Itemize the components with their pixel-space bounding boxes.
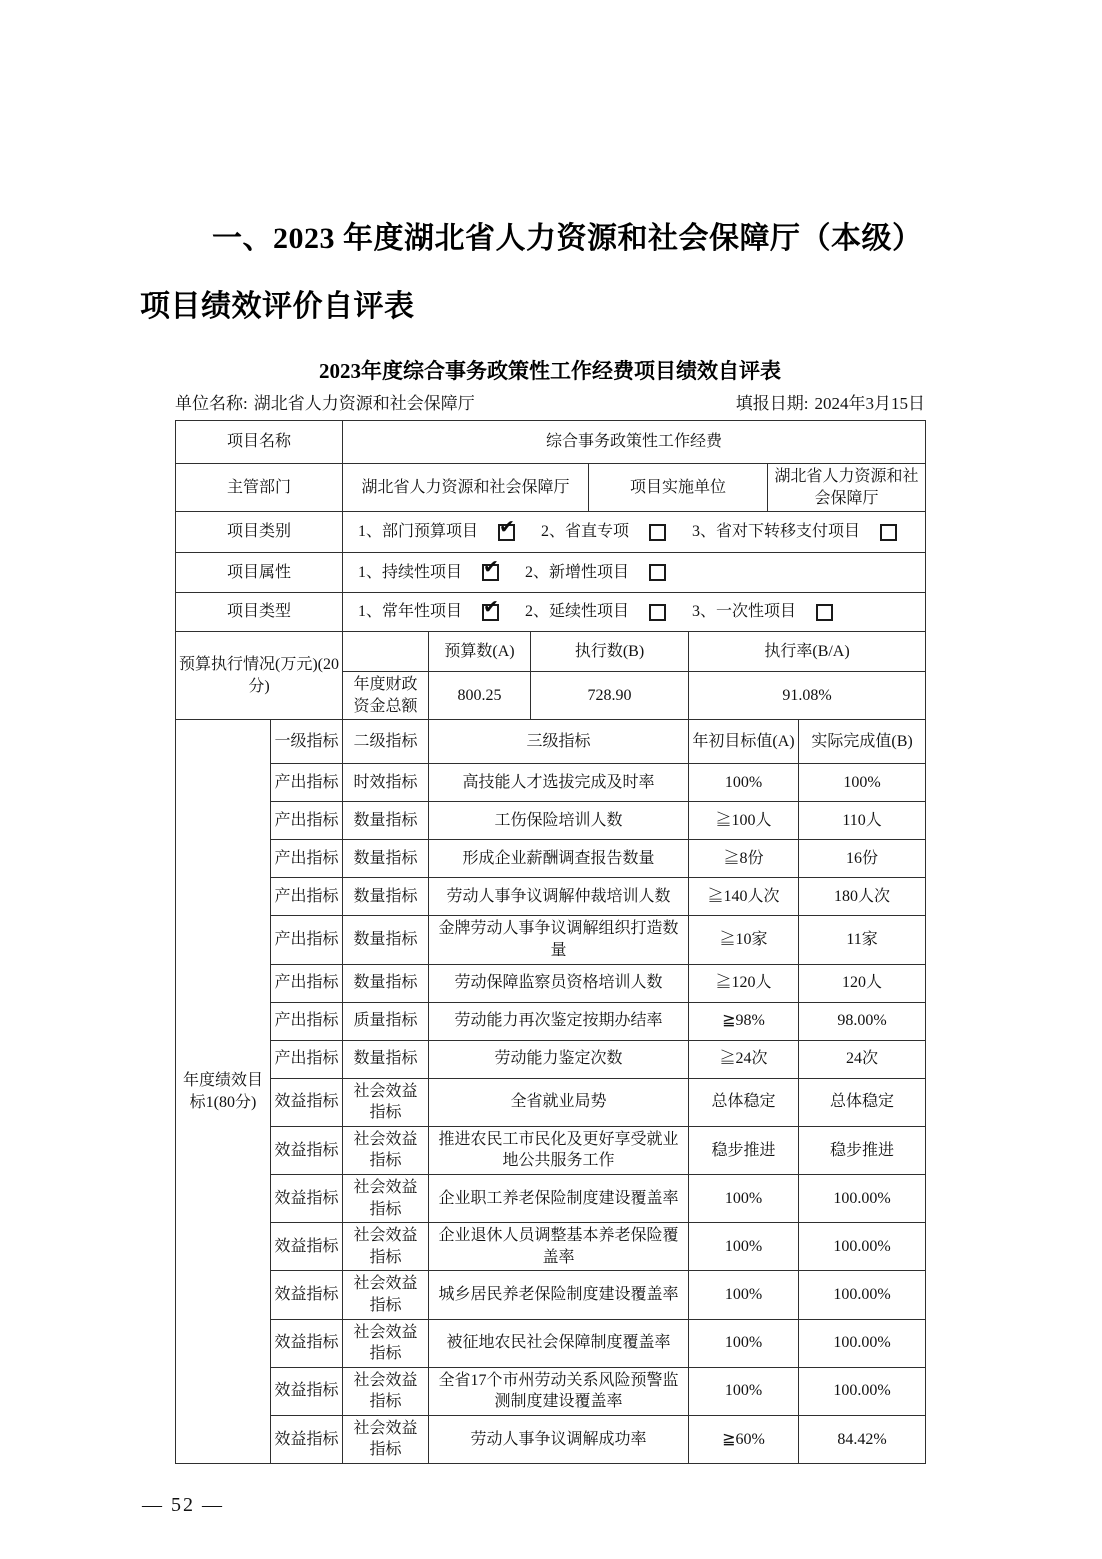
indicator-target: 100% [689, 764, 799, 802]
indicator-target: 总体稳定 [689, 1078, 799, 1126]
budget-value: 800.25 [429, 672, 531, 720]
indicator-row [176, 764, 926, 802]
indicator-target: ≧24次 [689, 1040, 799, 1078]
budget-col-header: 预算数(A) [429, 632, 531, 672]
project-name-value: 综合事务政策性工作经费 [343, 421, 926, 464]
self-evaluation-table [175, 420, 926, 1464]
indicator-row [176, 1367, 926, 1415]
project-name-row [176, 421, 926, 464]
report-date-value: 2024年3月15日 [814, 394, 925, 413]
type-options [346, 601, 922, 623]
header-target: 年初目标值(A) [689, 720, 799, 764]
indicator-row [176, 878, 926, 916]
indicator-actual: 11家 [799, 916, 926, 964]
indicator-level1: 产出指标 [271, 1040, 343, 1078]
indicator-level2: 数量指标 [343, 964, 429, 1002]
indicator-actual: 98.00% [799, 1002, 926, 1040]
indicator-target: 稳步推进 [689, 1126, 799, 1174]
category-label: 项目类别 [176, 512, 343, 553]
indicator-target: 100% [689, 1367, 799, 1415]
indicator-actual: 120人 [799, 964, 926, 1002]
indicator-actual: 110人 [799, 802, 926, 840]
header-level3: 三级指标 [429, 720, 689, 764]
indicator-row [176, 840, 926, 878]
indicator-row [176, 1174, 926, 1222]
indicator-level1: 效益指标 [271, 1174, 343, 1222]
exec-col-header: 执行数(B) [531, 632, 689, 672]
indicator-actual: 84.42% [799, 1415, 926, 1463]
indicator-target: ≧8份 [689, 840, 799, 878]
indicator-target: ≧98% [689, 1002, 799, 1040]
attribute-label: 项目属性 [176, 553, 343, 593]
indicator-target: 100% [689, 1319, 799, 1367]
checkbox-option [358, 562, 499, 584]
indicator-name: 企业职工养老保险制度建设覆盖率 [429, 1174, 689, 1222]
indicator-target: 100% [689, 1223, 799, 1271]
checked-checkbox-icon[interactable] [482, 564, 499, 581]
indicator-row [176, 916, 926, 964]
option-label: 2、延续性项目 [525, 603, 630, 621]
indicator-level1: 效益指标 [271, 1223, 343, 1271]
indicator-actual: 总体稳定 [799, 1078, 926, 1126]
indicator-name: 劳动人事争议调解仲裁培训人数 [429, 878, 689, 916]
indicator-name: 金牌劳动人事争议调解组织打造数量 [429, 916, 689, 964]
indicator-name: 劳动能力再次鉴定按期办结率 [429, 1002, 689, 1040]
budget-section-label: 预算执行情况(万元)(20分) [176, 632, 343, 720]
indicator-level1: 效益指标 [271, 1271, 343, 1319]
impl-unit-value: 湖北省人力资源和社会保障厅 [768, 464, 926, 512]
indicator-target: 100% [689, 1174, 799, 1222]
impl-unit-label: 项目实施单位 [589, 464, 768, 512]
indicator-name: 高技能人才选拔完成及时率 [429, 764, 689, 802]
indicator-name: 全省就业局势 [429, 1078, 689, 1126]
indicator-level2: 数量指标 [343, 1040, 429, 1078]
dept-value: 湖北省人力资源和社会保障厅 [343, 464, 589, 512]
indicator-level2: 数量指标 [343, 802, 429, 840]
indicator-level2: 质量指标 [343, 1002, 429, 1040]
unchecked-checkbox-icon[interactable] [880, 524, 897, 541]
indicator-name: 城乡居民养老保险制度建设覆盖率 [429, 1271, 689, 1319]
table-title: 2023年度综合事务政策性工作经费项目绩效自评表 [319, 359, 781, 383]
indicator-row [176, 1223, 926, 1271]
indicator-actual: 100.00% [799, 1223, 926, 1271]
indicator-name: 全省17个市州劳动关系风险预警监测制度建设覆盖率 [429, 1367, 689, 1415]
indicator-level2: 社会效益指标 [343, 1223, 429, 1271]
type-label: 项目类型 [176, 593, 343, 632]
header-level2: 二级指标 [343, 720, 429, 764]
indicator-level1: 产出指标 [271, 764, 343, 802]
exec-value: 728.90 [531, 672, 689, 720]
checked-checkbox-icon[interactable] [482, 604, 499, 621]
indicator-level2: 社会效益指标 [343, 1367, 429, 1415]
indicator-header-row [176, 720, 926, 764]
indicator-name: 推进农民工市民化及更好享受就业地公共服务工作 [429, 1126, 689, 1174]
checkbox-option [541, 521, 666, 543]
indicator-actual: 100.00% [799, 1367, 926, 1415]
indicator-level2: 数量指标 [343, 840, 429, 878]
checkbox-option [525, 562, 666, 584]
unchecked-checkbox-icon[interactable] [649, 604, 666, 621]
department-row [176, 464, 926, 512]
indicator-name: 劳动保障监察员资格培训人数 [429, 964, 689, 1002]
indicator-level1: 产出指标 [271, 916, 343, 964]
indicator-row [176, 1040, 926, 1078]
indicator-level2: 社会效益指标 [343, 1271, 429, 1319]
indicator-actual: 16份 [799, 840, 926, 878]
indicator-level1: 产出指标 [271, 878, 343, 916]
unchecked-checkbox-icon[interactable] [649, 564, 666, 581]
rate-value: 91.08% [689, 672, 926, 720]
annual-goal-group-label: 年度绩效目标1(80分) [176, 720, 271, 1464]
checkbox-option [525, 601, 666, 623]
dept-label: 主管部门 [176, 464, 343, 512]
indicator-actual: 24次 [799, 1040, 926, 1078]
option-label: 1、持续性项目 [358, 563, 463, 581]
page-number: — 52 — [142, 1494, 224, 1517]
indicator-level2: 数量指标 [343, 916, 429, 964]
category-row-0 [176, 512, 926, 553]
checked-checkbox-icon[interactable] [498, 524, 515, 541]
indicator-actual: 100.00% [799, 1319, 926, 1367]
indicator-level2: 数量指标 [343, 878, 429, 916]
indicator-level1: 产出指标 [271, 964, 343, 1002]
checkbox-option [358, 521, 515, 543]
category-options [346, 521, 922, 543]
page-title: 一、2023 年度湖北省人力资源和社会保障厅（本级）项目绩效评价自评表 [140, 222, 908, 323]
indicator-level2: 时效指标 [343, 764, 429, 802]
attribute-options [346, 562, 922, 584]
indicator-level1: 效益指标 [271, 1126, 343, 1174]
indicator-target: ≧120人 [689, 964, 799, 1002]
indicator-row [176, 1319, 926, 1367]
indicator-name: 被征地农民社会保障制度覆盖率 [429, 1319, 689, 1367]
checkbox-option [358, 601, 499, 623]
project-name-label: 项目名称 [176, 421, 343, 464]
budget-row-label: 年度财政资金总额 [343, 672, 429, 720]
indicator-level2: 社会效益指标 [343, 1174, 429, 1222]
option-label: 3、省对下转移支付项目 [692, 523, 861, 541]
unchecked-checkbox-icon[interactable] [649, 524, 666, 541]
indicator-level2: 社会效益指标 [343, 1126, 429, 1174]
indicator-name: 劳动能力鉴定次数 [429, 1040, 689, 1078]
indicator-target: ≧10家 [689, 916, 799, 964]
category-row-2 [176, 593, 926, 632]
indicator-level1: 产出指标 [271, 1002, 343, 1040]
indicator-row [176, 1002, 926, 1040]
indicator-level1: 产出指标 [271, 802, 343, 840]
indicator-level2: 社会效益指标 [343, 1415, 429, 1463]
checkbox-option [692, 601, 833, 623]
header-actual: 实际完成值(B) [799, 720, 926, 764]
rate-col-header: 执行率(B/A) [689, 632, 926, 672]
indicator-level1: 效益指标 [271, 1319, 343, 1367]
report-date-label: 填报日期: [735, 394, 809, 413]
indicator-row [176, 802, 926, 840]
option-label: 1、常年性项目 [358, 603, 463, 621]
unit-name-value: 湖北省人力资源和社会保障厅 [253, 394, 475, 413]
indicator-level2: 社会效益指标 [343, 1078, 429, 1126]
indicator-name: 形成企业薪酬调查报告数量 [429, 840, 689, 878]
indicator-actual: 100% [799, 764, 926, 802]
indicator-target: ≧100人 [689, 802, 799, 840]
checkbox-option [692, 521, 897, 543]
budget-header-row [176, 632, 926, 672]
budget-empty-cell [343, 632, 429, 672]
option-label: 3、一次性项目 [692, 603, 797, 621]
unit-name-label: 单位名称: [175, 394, 248, 413]
indicator-actual: 稳步推进 [799, 1126, 926, 1174]
meta-row [175, 389, 925, 414]
indicator-actual: 180人次 [799, 878, 926, 916]
indicator-row [176, 1078, 926, 1126]
option-label: 1、部门预算项目 [358, 523, 479, 541]
option-label: 2、新增性项目 [525, 563, 630, 581]
indicator-level1: 效益指标 [271, 1415, 343, 1463]
unchecked-checkbox-icon[interactable] [816, 604, 833, 621]
indicator-row [176, 1271, 926, 1319]
option-label: 2、省直专项 [541, 523, 630, 541]
category-row-1 [176, 553, 926, 593]
indicator-row [176, 964, 926, 1002]
indicator-level1: 效益指标 [271, 1367, 343, 1415]
indicator-level1: 效益指标 [271, 1078, 343, 1126]
indicator-row [176, 1126, 926, 1174]
indicator-target: 100% [689, 1271, 799, 1319]
header-level1: 一级指标 [271, 720, 343, 764]
indicator-name: 工伤保险培训人数 [429, 802, 689, 840]
indicator-row [176, 1415, 926, 1463]
indicator-level1: 产出指标 [271, 840, 343, 878]
indicator-actual: 100.00% [799, 1271, 926, 1319]
indicator-name: 劳动人事争议调解成功率 [429, 1415, 689, 1463]
indicator-target: ≧140人次 [689, 878, 799, 916]
indicator-level2: 社会效益指标 [343, 1319, 429, 1367]
indicator-target: ≧60% [689, 1415, 799, 1463]
indicator-name: 企业退休人员调整基本养老保险覆盖率 [429, 1223, 689, 1271]
indicator-actual: 100.00% [799, 1174, 926, 1222]
